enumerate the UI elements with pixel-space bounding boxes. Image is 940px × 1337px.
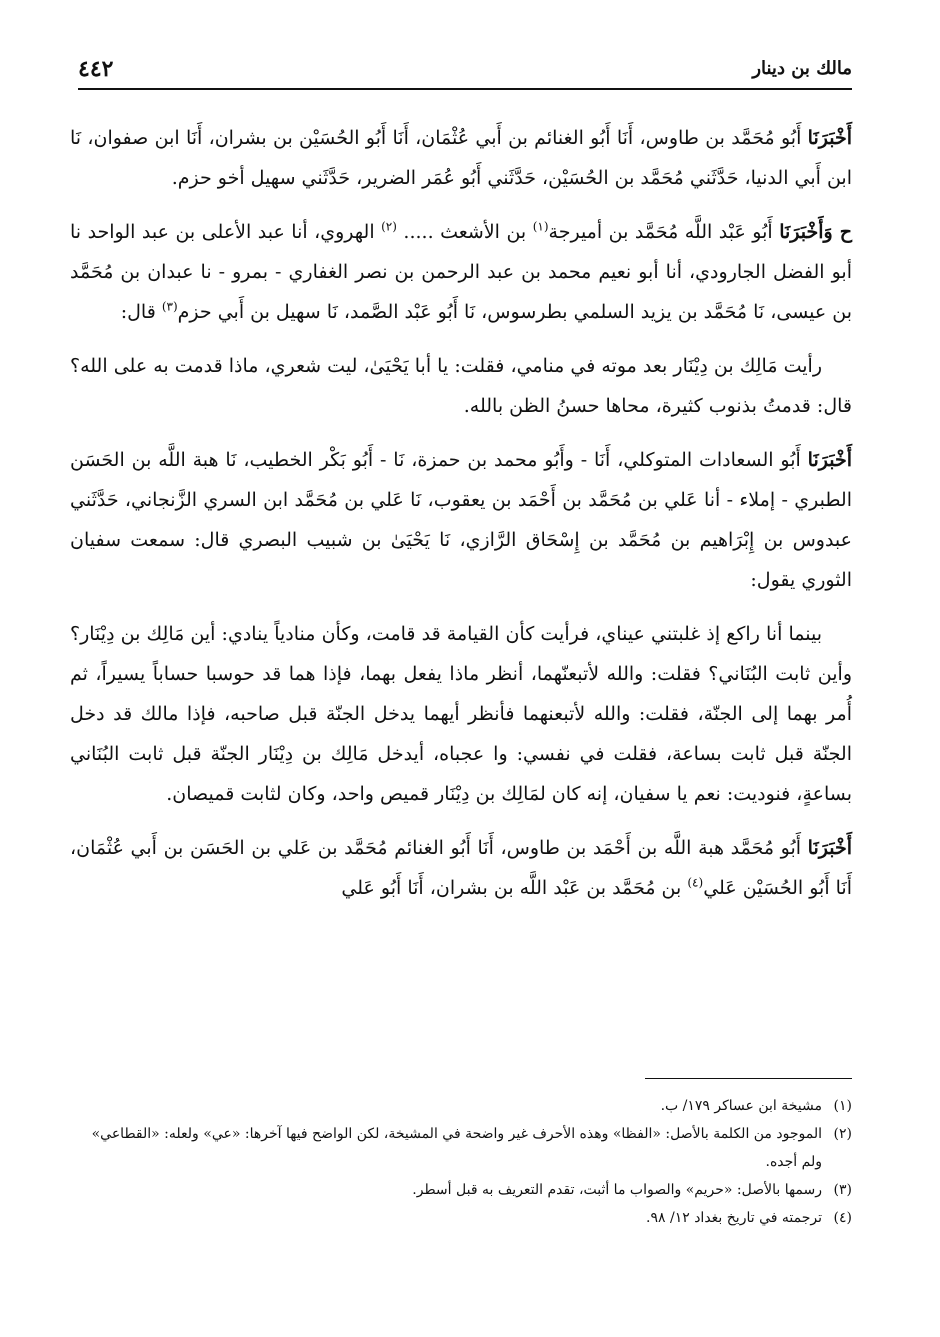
footnote-text: مشيخة ابن عساكر ١٧٩/ ب. xyxy=(660,1098,822,1114)
footnote-number: (٣) xyxy=(833,1182,852,1198)
paragraph xyxy=(70,118,852,198)
paragraph xyxy=(70,440,852,600)
paragraph-text: أَبُو مُحَمَّد هبة اللَّه بن أَحْمَد بن طاوس، أَنَا أَبُو الغنائم مُحَمَّد بن عَلي بن الحَسَن بن أَبي عُثْمَان، أَنَا أَبُو الحُسَيْن عَلي xyxy=(70,837,852,899)
footnote-number: (٤) xyxy=(833,1210,852,1226)
paragraph xyxy=(70,212,852,332)
footnote xyxy=(70,1204,852,1232)
main-text xyxy=(70,118,852,922)
footnote-number: (١) xyxy=(833,1098,852,1114)
footnote-text: ترجمته في تاريخ بغداد ١٢/ ٩٨. xyxy=(646,1210,822,1226)
footnote xyxy=(70,1176,852,1204)
footnote-ref: (٢) xyxy=(381,219,397,234)
footnote-ref: (٤) xyxy=(687,875,704,890)
paragraph-text: بن مُحَمَّد بن عَبْد اللَّه بن بشران، أَنَا أَبُو عَلي xyxy=(341,877,688,899)
footnote-divider xyxy=(645,1078,852,1079)
footnote-text: الموجود من الكلمة بالأصل: «الفظا» وهذه الأحرف غير واضحة في المشيخة، لكن الواضح فيها آخرها: «عي» ولعله: «القطاعي» ولم أجده. xyxy=(91,1126,822,1170)
isnad-keyword: أَخْبَرَنَا xyxy=(807,127,852,149)
footnote xyxy=(70,1092,852,1120)
paragraph-text: بن الأشعث ..... xyxy=(396,221,533,243)
footnote-ref: (٣) xyxy=(161,299,178,314)
paragraph-text: بينما أنا راكع إذ غلبتني عيناي، فرأيت كأن القيامة قد قامت، وكأن منادياً ينادي: أين مَالِك بن دِيْنَار؟ وأين ثابت البُنَاني؟ فقلت: والله لأتبعنّهما، أنظر ماذا يفعل بهما، فإذا هما قد حوسبا حساباً يسيراً، ثم أُمر بهما إلى الجنّة، فقلت: والله لأتبعنهما فأنظر أيهما يدخل الجنّة قبل صاحبه، فإذا مالك قد دخل الجنّة قبل ثابت بساعة، فقلت في نفسي: وا عجباه، أيدخل مَالِك بن دِيْنَار الجنّة قبل ثابت البُنَاني بساعةٍ، فنوديت: نعم يا سفيان، إنه كان لمَالِك بن دِيْنَار قميص واحد، وكان لثابت قميصان. xyxy=(70,623,852,805)
paragraph-text: قال: xyxy=(120,301,162,323)
isnad-keyword: ح وَأَخْبَرَنَا xyxy=(779,221,853,243)
paragraph-text: أَبُو السعادات المتوكلي، أَنَا - وأَبُو محمد بن حمزة، نَا - أَبُو بَكْر الخطيب، نَا هبة اللَّه بن الحَسَن الطبري - إملاء - أنا عَلي بن مُحَمَّد بن أَحْمَد بن يعقوب، نَا عَلي بن مُحَمَّد ابن السري الزَّنجاني، حَدَّثَني عبدوس بن إِبْرَاهيم بن مُحَمَّد بن إِسْحَاق الرَّازي، نَا يَحْيَىٰ بن شبيب البصري قال: سمعت سفيان الثوري يقول: xyxy=(70,449,852,591)
paragraph xyxy=(70,346,852,426)
footnote xyxy=(70,1120,852,1176)
paragraph xyxy=(70,828,852,908)
isnad-keyword: أَخْبَرَنَا xyxy=(807,837,852,859)
page-header xyxy=(78,52,852,90)
paragraph xyxy=(70,614,852,814)
footnotes xyxy=(70,1092,852,1232)
footnote-number: (٢) xyxy=(833,1126,852,1142)
isnad-keyword: أَخْبَرَنَا xyxy=(807,449,852,471)
paragraph-text: رأيت مَالِك بن دِيْنَار بعد موته في منامي، فقلت: يا أبا يَحْيَىٰ، ليت شعري، ماذا قدمت به على الله؟ قال: قدمتُ بذنوب كثيرة، محاها حسنُ الظن بالله. xyxy=(70,355,852,417)
footnote-ref: (١) xyxy=(532,219,549,234)
page-number: ٤٤٢ xyxy=(78,56,114,82)
paragraph-text: الهروي، أنا عبد الأعلى بن عبد الواحد نا أبو الفضل الجارودي، أنا أبو نعيم محمد بن عبد الرحمن بن نصر الغفاري - بمرو - نا عبدان بن مُحَمَّد بن عيسى، نَا مُحَمَّد بن يزيد السلمي بطرسوس، نَا أَبُو عَبْد الصَّمد، نَا سهيل بن أَبي حزم xyxy=(70,221,852,323)
paragraph-text: أَبُو عَبْد اللَّه مُحَمَّد بن أميرجة xyxy=(548,221,780,243)
running-title: مالك بن دينار xyxy=(752,58,852,79)
footnote-text: رسمها بالأصل: «حريم» والصواب ما أثبت، تقدم التعريف به قبل أسطر. xyxy=(412,1182,822,1198)
paragraph-text: أَبُو مُحَمَّد بن طاوس، أَنَا أَبُو الغنائم بن أَبي عُثْمَان، أَنَا أَبُو الحُسَيْن بن بشران، أَنَا ابن صفوان، نَا ابن أَبي الدنيا، حَدَّثَني مُحَمَّد بن الحُسَيْن، حَدَّثَني أَبُو عُمَر الضرير، حَدَّثَني سهيل أخو حزم. xyxy=(70,127,852,189)
